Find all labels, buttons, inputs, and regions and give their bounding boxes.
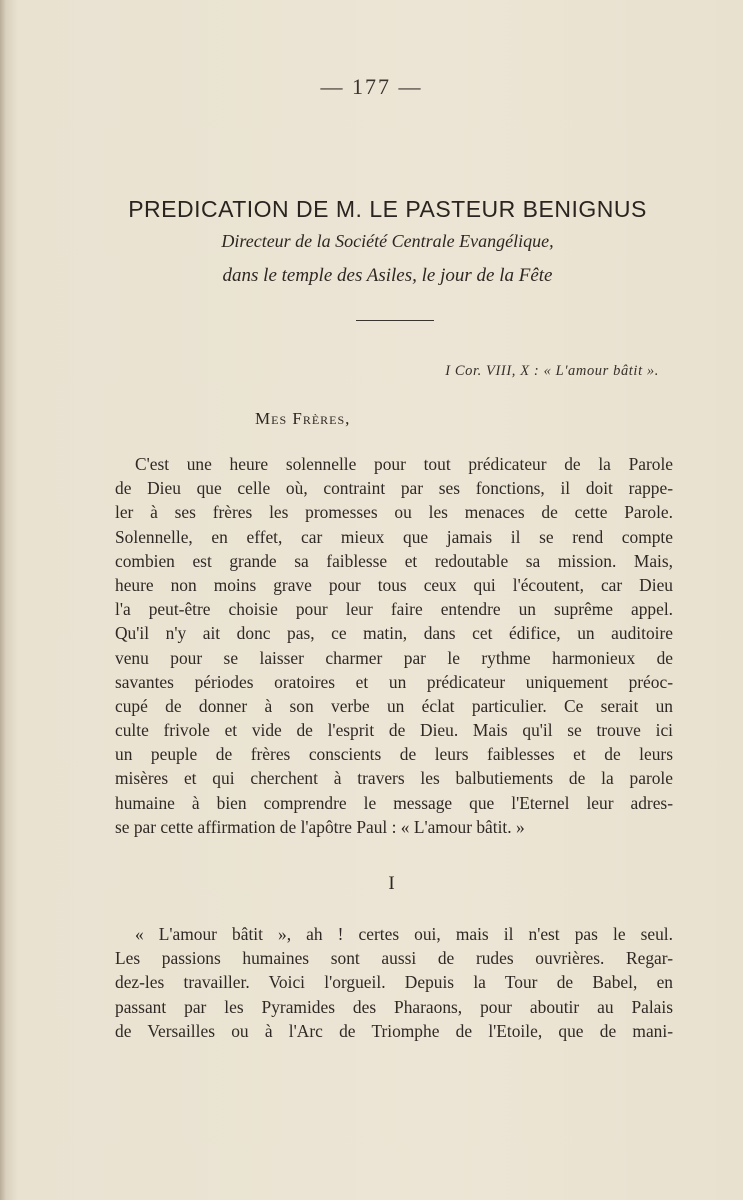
paragraph-2 <box>115 922 673 1043</box>
text-line: de Versailles ou à l'Arc de Triomphe de l'Etoile, que de mani- <box>115 1020 673 1041</box>
page-number: — 177 — <box>320 74 423 99</box>
text-line: cupé de donner à son verbe un éclat particulier. Ce serait un <box>115 695 673 716</box>
text-line: humaine à bien comprendre le message que l'Eternel leur adres- <box>115 792 673 813</box>
section-numeral: I <box>388 873 395 894</box>
text-line: un peuple de frères conscients de leurs faiblesses et de leurs <box>115 744 673 765</box>
text-line: Les passions humaines sont aussi de rudes ouvrières. Regar- <box>115 948 673 969</box>
text-line: de Dieu que celle où, contraint par ses fonctions, il doit rappe- <box>115 478 673 499</box>
text-line: passant par les Pyramides des Pharaons, pour aboutir au Palais <box>115 996 673 1017</box>
text-line: heure non moins grave pour tous ceux qui l'écoutent, car Dieu <box>115 574 673 595</box>
text-line: l'a peut-être choisie pour leur faire entendre un suprême appel. <box>115 599 673 620</box>
title-divider <box>356 320 434 321</box>
text-line: dez-les travailler. Voici l'orgueil. Depuis la Tour de Babel, en <box>115 972 673 993</box>
text-line: misères et qui cherchent à travers les balbutiements de la parole <box>115 768 673 789</box>
text-line: Qu'il n'y ait donc pas, ce matin, dans cet édifice, un auditoire <box>115 623 673 644</box>
text-line: venu pour se laisser charmer par le rythme harmonieux de <box>115 647 673 668</box>
paragraph-1 <box>115 452 673 839</box>
text-line: se par cette affirmation de l'apôtre Paul : « L'amour bâtit. » <box>115 816 525 837</box>
text-line: C'est une heure solennelle pour tout prédicateur de la Parole <box>135 454 673 474</box>
text-line: « L'amour bâtit », ah ! certes oui, mais il n'est pas le seul. <box>135 924 673 944</box>
sermon-title: PREDICATION DE M. LE PASTEUR BENIGNUS <box>128 196 647 222</box>
salutation: Mes Frères, <box>255 409 351 428</box>
subtitle-location: dans le temple des Asiles, le jour de la Fête <box>222 265 553 286</box>
epigraph: I Cor. VIII, X : « L'amour bâtit ». <box>445 363 659 379</box>
text-line: savantes périodes oratoires et un prédicateur uniquement préoc- <box>115 671 673 692</box>
subtitle-director: Directeur de la Société Centrale Evangélique, <box>221 231 554 251</box>
text-line: combien est grande sa faiblesse et redoutable sa mission. Mais, <box>115 550 673 571</box>
text-line: Solennelle, en effet, car mieux que jamais il se rend compte <box>115 526 673 547</box>
text-line: culte frivole et vide de l'esprit de Dieu. Mais qu'il se trouve ici <box>115 720 673 741</box>
text-line: ler à ses frères les promesses ou les menaces de cette Parole. <box>115 502 673 523</box>
